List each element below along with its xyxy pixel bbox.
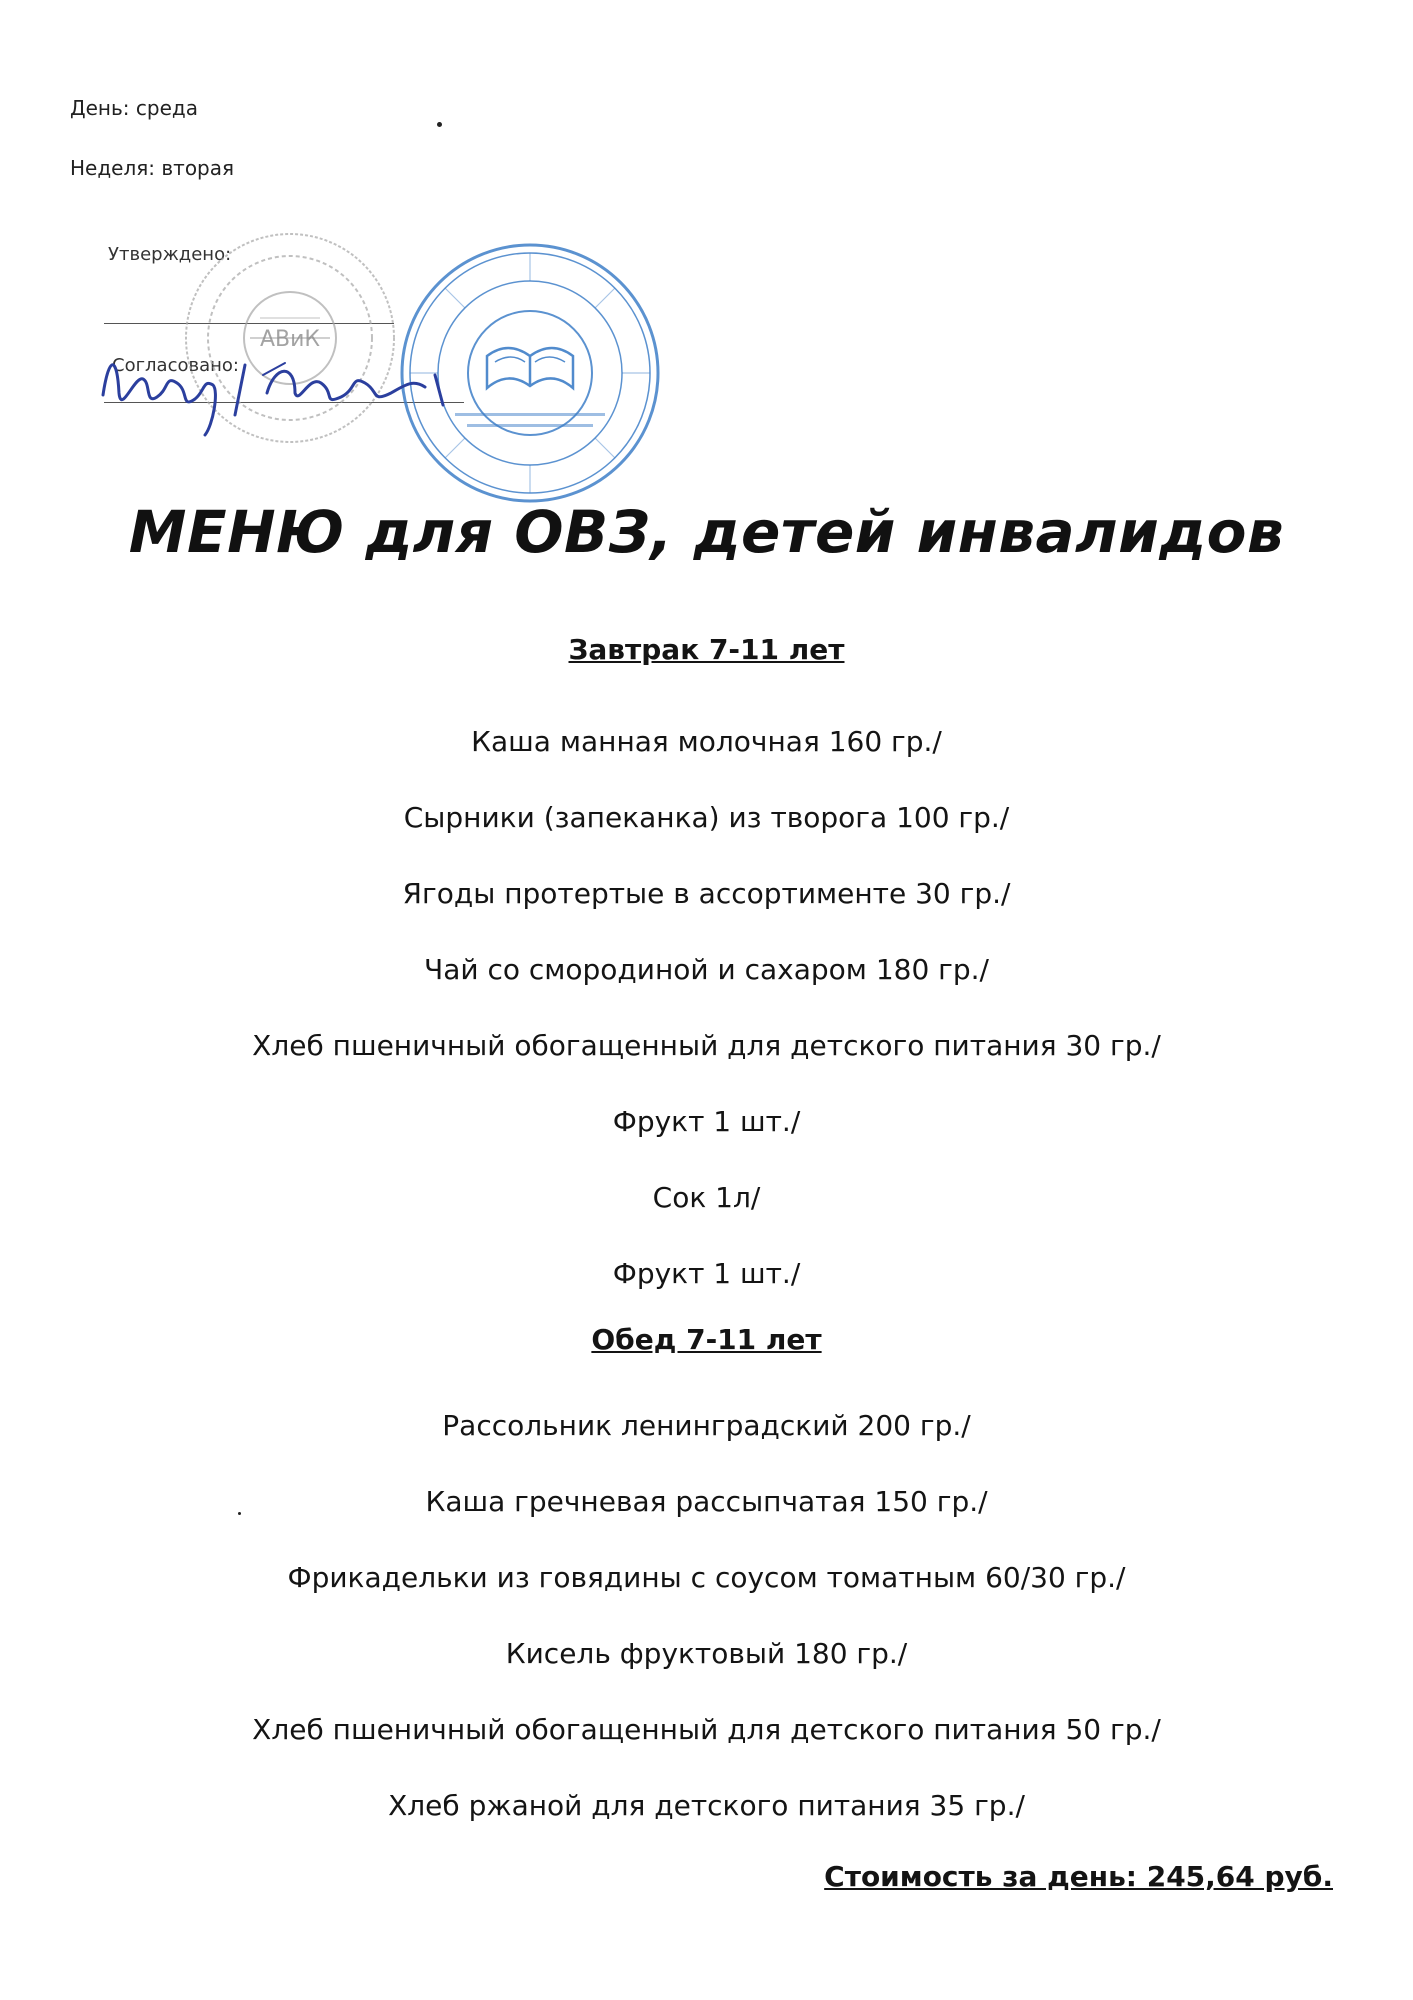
- lunch-item: Хлеб ржаной для детского питания 35 гр./: [388, 1789, 1025, 1822]
- lunch-item: Кисель фруктовый 180 гр./: [505, 1637, 908, 1670]
- day-label: День: среда: [70, 96, 198, 120]
- lunch-item: Хлеб пшеничный обогащенный для детского питания 50 гр./: [252, 1713, 1161, 1746]
- lunch-item: Рассольник ленинградский 200 гр./: [442, 1409, 971, 1442]
- breakfast-item: Сырники (запеканка) из творога 100 гр./: [403, 801, 1010, 834]
- breakfast-item: Хлеб пшеничный обогащенный для детского питания 30 гр./: [252, 1029, 1161, 1062]
- scan-speck: [238, 1512, 241, 1515]
- handwritten-signature: [95, 335, 475, 445]
- scan-speck: [437, 122, 442, 127]
- breakfast-item: Сок 1л/: [652, 1181, 761, 1214]
- lunch-item: Фрикадельки из говядины с соусом томатным 60/30 гр./: [287, 1561, 1126, 1594]
- lunch-heading: Обед 7-11 лет: [591, 1323, 822, 1356]
- breakfast-item: Чай со смородиной и сахаром 180 гр./: [424, 953, 989, 986]
- svg-text:АВиК: АВиК: [259, 327, 321, 352]
- total-cost: Стоимость за день: 245,64 руб.: [824, 1860, 1333, 1893]
- week-label: Неделя: вторая: [70, 156, 235, 180]
- breakfast-heading: Завтрак 7-11 лет: [568, 633, 845, 666]
- agreed-label: Согласовано:: [112, 355, 239, 376]
- breakfast-item: Каша манная молочная 160 гр./: [471, 725, 942, 758]
- lunch-item: Каша гречневая рассыпчатая 150 гр./: [425, 1485, 988, 1518]
- page-title: МЕНЮ для ОВЗ, детей инвалидов: [128, 498, 1285, 566]
- breakfast-item: Фрукт 1 шт./: [612, 1105, 801, 1138]
- book-icon: [487, 348, 573, 388]
- breakfast-item: Ягоды протертые в ассортименте 30 гр./: [402, 877, 1011, 910]
- approved-label: Утверждено:: [108, 244, 232, 265]
- breakfast-item: Фрукт 1 шт./: [612, 1257, 801, 1290]
- menu-list: [0, 622, 1413, 1844]
